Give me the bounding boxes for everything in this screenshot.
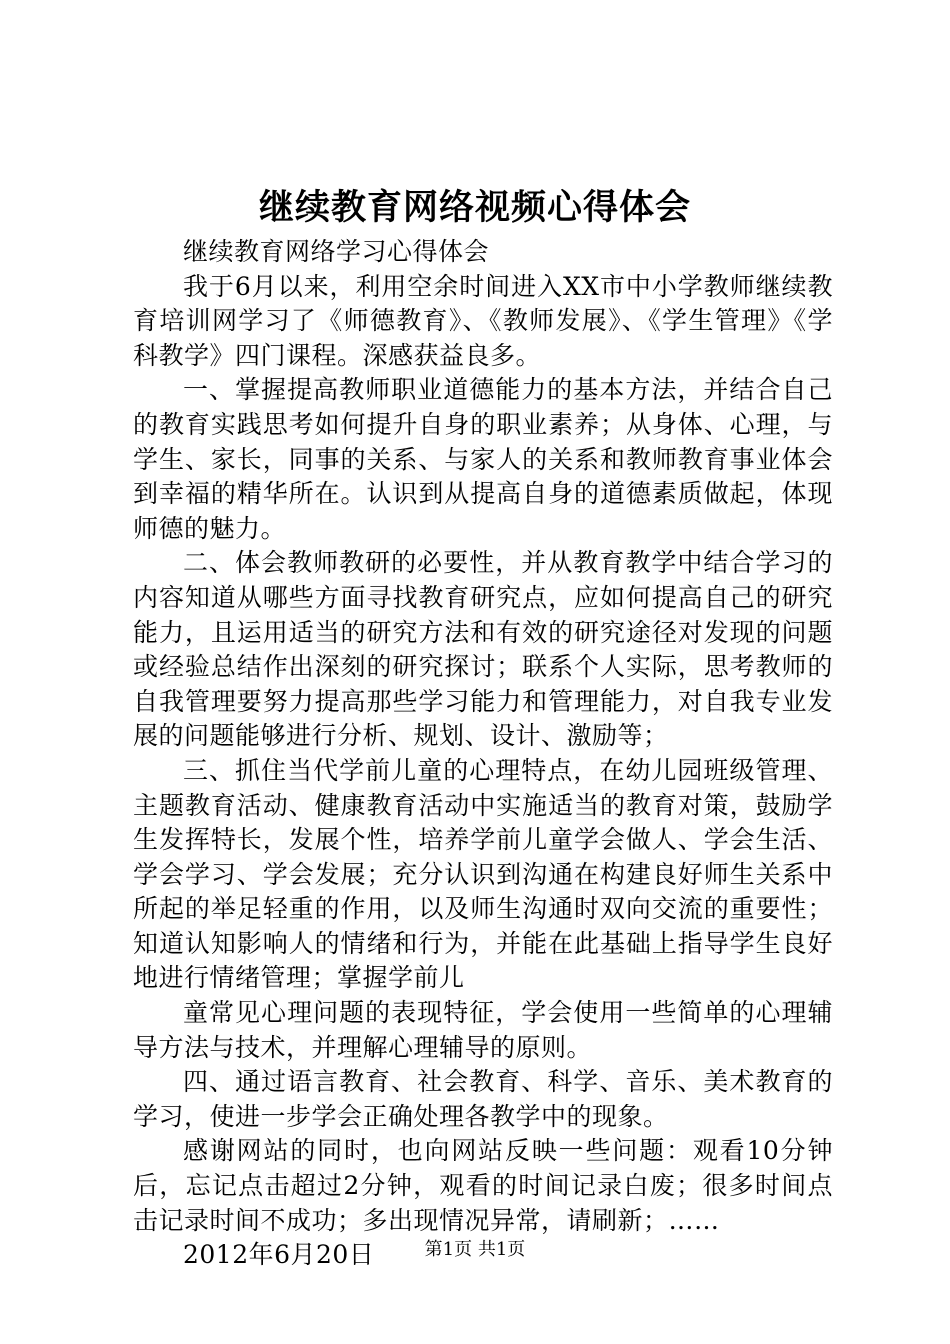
document-title: 继续教育网络视频心得体会 [258, 187, 691, 228]
date-line: 2012年6月20日 [183, 1240, 375, 1270]
point-three-continued-paragraph: 童常见心理问题的表现特征，学会使用一些简单的心理辅导方法与技术，并理解心理辅导的原则。 [133, 998, 833, 1062]
point-four-paragraph: 四、通过语言教育、社会教育、科学、音乐、美术教育的学习，使进一步学会正确处理各教学中的现象。 [133, 1067, 833, 1131]
page-footer: 第1页 共1页 [424, 1239, 526, 1260]
subtitle-paragraph: 继续教育网络学习心得体会 [183, 237, 490, 266]
point-one-paragraph: 一、掌握提高教师职业道德能力的基本方法，并结合自己的教育实践思考如何提升自身的职业素养；从身体、心理，与学生、家长，同事的关系、与家人的关系和教师教育事业体会到幸福的精华所在。认识到从提高自身的道德素质做起，体现师德的魅力。 [133, 375, 833, 543]
feedback-paragraph: 感谢网站的同时，也向网站反映一些问题：观看10分钟后，忘记点击超过2分钟，观看的时间记录白废；很多时间点击记录时间不成功；多出现情况异常，请刷新；…… [133, 1136, 833, 1235]
point-three-paragraph: 三、抓住当代学前儿童的心理特点，在幼儿园班级管理、主题教育活动、健康教育活动中实施适当的教育对策，鼓励学生发挥特长，发展个性，培养学前儿童学会做人、学会生活、学会学习、学会发展；充分认识到沟通在构建良好师生关系中所起的举足轻重的作用，以及师生沟通时双向交流的重要性；知道认知影响人的情绪和行为，并能在此基础上指导学生良好地进行情绪管理；掌握学前儿 [133, 755, 833, 993]
document-body [133, 235, 833, 1273]
intro-paragraph: 我于6月以来，利用空余时间进入XX市中小学教师继续教育培训网学习了《师德教育》、《教师发展》、《学生管理》《学科教学》四门课程。深感获益良多。 [133, 271, 833, 370]
point-two-paragraph: 二、体会教师教研的必要性，并从教育教学中结合学习的内容知道从哪些方面寻找教育研究点，应如何提高自己的研究能力，且运用适当的研究方法和有效的研究途径对发现的问题或经验总结作出深刻的研究探讨；联系个人实际，思考教师的自我管理要努力提高那些学习能力和管理能力，对自我专业发展的问题能够进行分析、规划、设计、激励等； [133, 548, 833, 751]
